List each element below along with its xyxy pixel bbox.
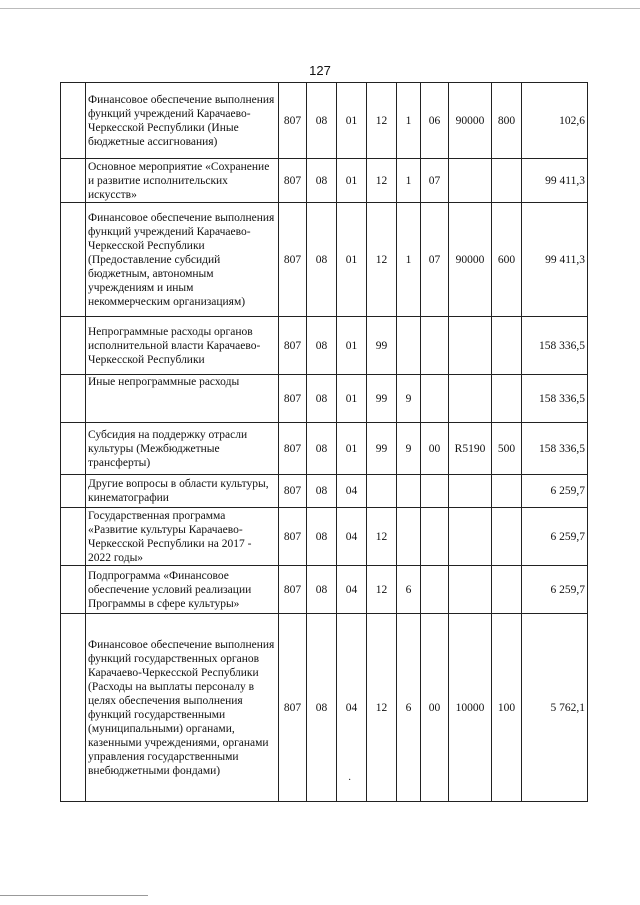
event-code xyxy=(421,566,449,614)
ministry-code: 807 xyxy=(279,375,307,423)
subsection-code: 04 xyxy=(337,508,367,566)
ministry-code: 807 xyxy=(279,317,307,375)
event-code: 07 xyxy=(421,159,449,203)
direction-code: 10000 xyxy=(449,614,492,802)
program-code: 12 xyxy=(367,203,397,317)
section-code: 08 xyxy=(307,508,337,566)
expense-type-code: 800 xyxy=(492,83,522,159)
amount: 158 336,5 xyxy=(522,375,588,423)
ministry-code: 807 xyxy=(279,423,307,475)
page-number: 127 xyxy=(309,63,331,78)
subprogram-code xyxy=(397,475,421,508)
program-code: 99 xyxy=(367,423,397,475)
row-gutter xyxy=(61,475,86,508)
table-row xyxy=(61,83,588,159)
subprogram-code: 9 xyxy=(397,423,421,475)
row-gutter xyxy=(61,566,86,614)
direction-code: 90000 xyxy=(449,203,492,317)
row-gutter xyxy=(61,423,86,475)
table-row xyxy=(61,317,588,375)
amount: 5 762,1 xyxy=(522,614,588,802)
ministry-code: 807 xyxy=(279,475,307,508)
table-row xyxy=(61,423,588,475)
ministry-code: 807 xyxy=(279,203,307,317)
row-gutter xyxy=(61,83,86,159)
row-name: Субсидия на поддержку отрасли культуры (Межбюджетные трансферты) xyxy=(86,423,279,475)
row-name: Финансовое обеспечение выполнения функций учреждений Карачаево-Черкесской Республики (Предоставление субсидий бюджетным, автономным учреждениям и иным некоммерческим организациям) xyxy=(86,203,279,317)
row-name: Финансовое обеспечение выполнения функций учреждений Карачаево-Черкесской Республики (Иные бюджетные ассигнования) xyxy=(86,83,279,159)
expense-type-code xyxy=(492,317,522,375)
amount: 6 259,7 xyxy=(522,475,588,508)
expense-type-code xyxy=(492,475,522,508)
subprogram-code: 1 xyxy=(397,203,421,317)
subprogram-code xyxy=(397,317,421,375)
budget-table xyxy=(60,82,588,802)
subprogram-code: 6 xyxy=(397,566,421,614)
subprogram-code: 9 xyxy=(397,375,421,423)
event-code: 00 xyxy=(421,614,449,802)
direction-code: 90000 xyxy=(449,83,492,159)
expense-type-code xyxy=(492,159,522,203)
subprogram-code: 6 xyxy=(397,614,421,802)
subsection-code: 04 xyxy=(337,614,367,802)
subsection-code: 01 xyxy=(337,375,367,423)
event-code: 00 xyxy=(421,423,449,475)
direction-code xyxy=(449,475,492,508)
subsection-code: 01 xyxy=(337,423,367,475)
top-scan-rule xyxy=(0,8,640,9)
program-code: 12 xyxy=(367,566,397,614)
program-code: 99 xyxy=(367,375,397,423)
direction-code xyxy=(449,159,492,203)
row-gutter xyxy=(61,317,86,375)
expense-type-code xyxy=(492,566,522,614)
program-code: 12 xyxy=(367,159,397,203)
amount: 6 259,7 xyxy=(522,508,588,566)
section-code: 08 xyxy=(307,614,337,802)
row-name: Другие вопросы в области культуры, кинематографии xyxy=(86,475,279,508)
amount: 158 336,5 xyxy=(522,423,588,475)
section-code: 08 xyxy=(307,566,337,614)
section-code: 08 xyxy=(307,375,337,423)
table-row xyxy=(61,508,588,566)
event-code xyxy=(421,475,449,508)
table-row xyxy=(61,475,588,508)
section-code: 08 xyxy=(307,423,337,475)
row-gutter xyxy=(61,203,86,317)
direction-code xyxy=(449,566,492,614)
row-gutter xyxy=(61,614,86,802)
amount: 99 411,3 xyxy=(522,159,588,203)
row-name: Основное мероприятие «Сохранение и развитие исполнительских искусств» xyxy=(86,159,279,203)
section-code: 08 xyxy=(307,83,337,159)
ministry-code: 807 xyxy=(279,614,307,802)
subprogram-code xyxy=(397,508,421,566)
amount: 102,6 xyxy=(522,83,588,159)
event-code: 06 xyxy=(421,83,449,159)
expense-type-code xyxy=(492,508,522,566)
section-code: 08 xyxy=(307,159,337,203)
table-row xyxy=(61,375,588,423)
amount: 99 411,3 xyxy=(522,203,588,317)
ministry-code: 807 xyxy=(279,566,307,614)
section-code: 08 xyxy=(307,475,337,508)
row-gutter xyxy=(61,508,86,566)
row-gutter xyxy=(61,159,86,203)
bottom-scan-rule xyxy=(0,895,148,896)
section-code: 08 xyxy=(307,317,337,375)
program-code: 12 xyxy=(367,83,397,159)
event-code xyxy=(421,317,449,375)
expense-type-code: 500 xyxy=(492,423,522,475)
amount: 6 259,7 xyxy=(522,566,588,614)
expense-type-code xyxy=(492,375,522,423)
direction-code: R5190 xyxy=(449,423,492,475)
ministry-code: 807 xyxy=(279,508,307,566)
subsection-code: 01 xyxy=(337,83,367,159)
subsection-code: 01 xyxy=(337,159,367,203)
event-code: 07 xyxy=(421,203,449,317)
row-name: Иные непрограммные расходы xyxy=(86,375,279,423)
table-row xyxy=(61,566,588,614)
program-code xyxy=(367,475,397,508)
row-name: Непрограммные расходы органов исполнительной власти Карачаево-Черкесской Республики xyxy=(86,317,279,375)
direction-code xyxy=(449,375,492,423)
scan-speck: · xyxy=(348,775,352,786)
subprogram-code: 1 xyxy=(397,83,421,159)
program-code: 99 xyxy=(367,317,397,375)
row-name: Подпрограмма «Финансовое обеспечение условий реализации Программы в сфере культуры» xyxy=(86,566,279,614)
ministry-code: 807 xyxy=(279,83,307,159)
amount: 158 336,5 xyxy=(522,317,588,375)
row-name: Финансовое обеспечение выполнения функций государственных органов Карачаево-Черкесской Республики (Расходы на выплаты персоналу в целях обеспечения выполнения функций государственными (муниципальными) органами, казенными учреждениями, органами управления государственными внебюджетными фондами) xyxy=(86,614,279,802)
program-code: 12 xyxy=(367,508,397,566)
subsection-code: 04 xyxy=(337,475,367,508)
subprogram-code: 1 xyxy=(397,159,421,203)
table-row xyxy=(61,614,588,802)
event-code xyxy=(421,375,449,423)
subsection-code: 01 xyxy=(337,203,367,317)
event-code xyxy=(421,508,449,566)
row-gutter xyxy=(61,375,86,423)
table-row xyxy=(61,159,588,203)
expense-type-code: 100 xyxy=(492,614,522,802)
direction-code xyxy=(449,317,492,375)
ministry-code: 807 xyxy=(279,159,307,203)
subsection-code: 01 xyxy=(337,317,367,375)
direction-code xyxy=(449,508,492,566)
subsection-code: 04 xyxy=(337,566,367,614)
program-code: 12 xyxy=(367,614,397,802)
row-name: Государственная программа «Развитие культуры Карачаево-Черкесской Республики на 2017 - 2022 годы» xyxy=(86,508,279,566)
section-code: 08 xyxy=(307,203,337,317)
table-row xyxy=(61,203,588,317)
expense-type-code: 600 xyxy=(492,203,522,317)
